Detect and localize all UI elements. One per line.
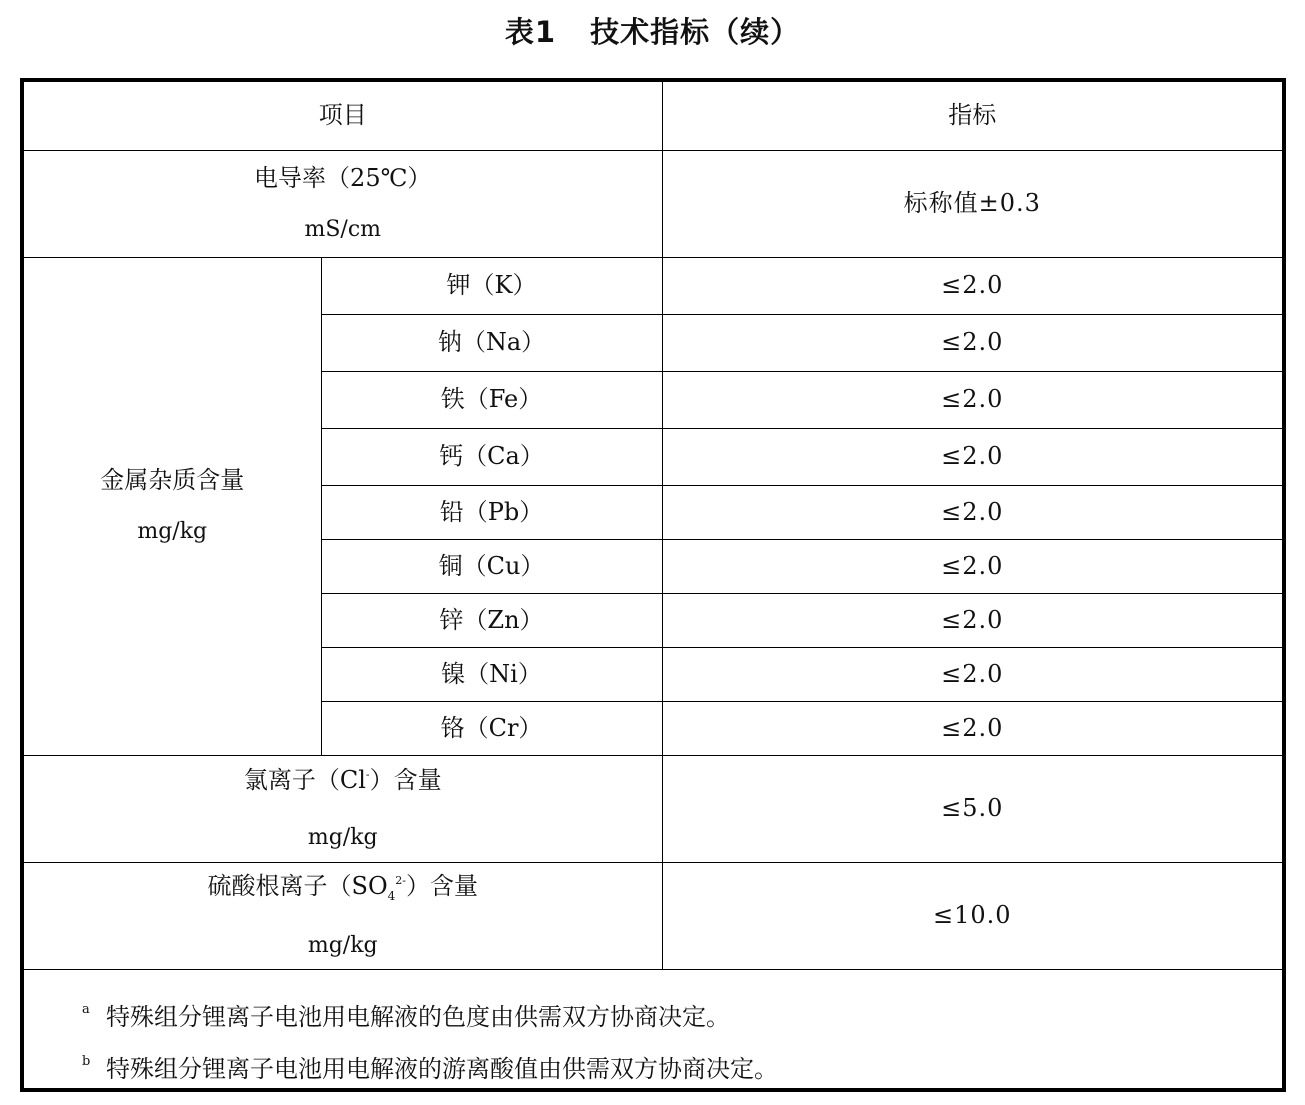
table-row xyxy=(22,257,1284,314)
notes-row xyxy=(22,969,1284,1090)
sulfate-unit: mg/kg xyxy=(307,932,378,958)
spec-table xyxy=(20,78,1286,1092)
sulfate-value: ≤10.0 xyxy=(662,862,1284,969)
notes-cell xyxy=(22,969,1284,1090)
metal-value: ≤2.0 xyxy=(662,593,1284,647)
table-row xyxy=(22,150,1284,257)
footnote-marker: a xyxy=(82,1001,90,1017)
metal-value: ≤2.0 xyxy=(662,371,1284,428)
sulfate-label-suffix: ）含量 xyxy=(405,871,478,900)
metal-value: ≤2.0 xyxy=(662,428,1284,485)
metal-value: ≤2.0 xyxy=(662,701,1284,755)
table-row xyxy=(22,755,1284,862)
footnote xyxy=(82,1036,1282,1088)
chloride-unit: mg/kg xyxy=(307,824,378,850)
header-row xyxy=(22,80,1284,150)
metals-label: 金属杂质含量 xyxy=(100,466,245,495)
metal-name: 锌（Zn） xyxy=(321,593,662,647)
footnote-text: 特殊组分锂离子电池用电解液的游离酸值由供需双方协商决定。 xyxy=(106,1054,778,1083)
chloride-cell xyxy=(22,755,662,862)
metal-name: 铬（Cr） xyxy=(321,701,662,755)
chloride-charge: - xyxy=(365,767,370,781)
metal-name: 铅（Pb） xyxy=(321,485,662,539)
chloride-label-suffix: ）含量 xyxy=(369,765,442,794)
metal-name: 钾（K） xyxy=(321,257,662,314)
table-number: 表1 xyxy=(504,15,557,49)
metal-value: ≤2.0 xyxy=(662,647,1284,701)
footnote-text: 特殊组分锂离子电池用电解液的色度由供需双方协商决定。 xyxy=(106,1002,730,1031)
conductivity-value: 标称值±0.3 xyxy=(662,150,1284,257)
metals-unit: mg/kg xyxy=(137,519,208,545)
metal-name: 铜（Cu） xyxy=(321,539,662,593)
metal-value: ≤2.0 xyxy=(662,485,1284,539)
header-item: 项目 xyxy=(22,80,662,150)
metal-value: ≤2.0 xyxy=(662,314,1284,371)
chloride-label xyxy=(244,766,442,794)
metals-cell xyxy=(22,257,321,755)
chloride-label-text: 氯离子（Cl xyxy=(243,765,366,794)
sulfate-cell xyxy=(22,862,662,969)
metal-value: ≤2.0 xyxy=(662,539,1284,593)
metal-value: ≤2.0 xyxy=(662,257,1284,314)
sulfate-subscript: 4 xyxy=(387,888,396,903)
header-index: 指标 xyxy=(662,80,1284,150)
metal-name: 铁（Fe） xyxy=(321,371,662,428)
footnote-marker: b xyxy=(82,1053,91,1069)
sulfate-label-text: 硫酸根离子（SO xyxy=(207,871,388,900)
conductivity-label: 电导率（25℃） xyxy=(254,163,432,192)
sulfate-label xyxy=(207,871,478,903)
conductivity-unit: mS/cm xyxy=(304,216,382,242)
sulfate-charge: 2- xyxy=(395,873,406,887)
table-row xyxy=(22,862,1284,969)
footnote xyxy=(82,984,1282,1036)
table-title xyxy=(0,10,1305,51)
table-caption: 技术指标（续） xyxy=(590,15,801,49)
chloride-value: ≤5.0 xyxy=(662,755,1284,862)
metal-name: 镍（Ni） xyxy=(321,647,662,701)
metal-name: 钙（Ca） xyxy=(321,428,662,485)
conductivity-cell xyxy=(22,150,662,257)
metal-name: 钠（Na） xyxy=(321,314,662,371)
